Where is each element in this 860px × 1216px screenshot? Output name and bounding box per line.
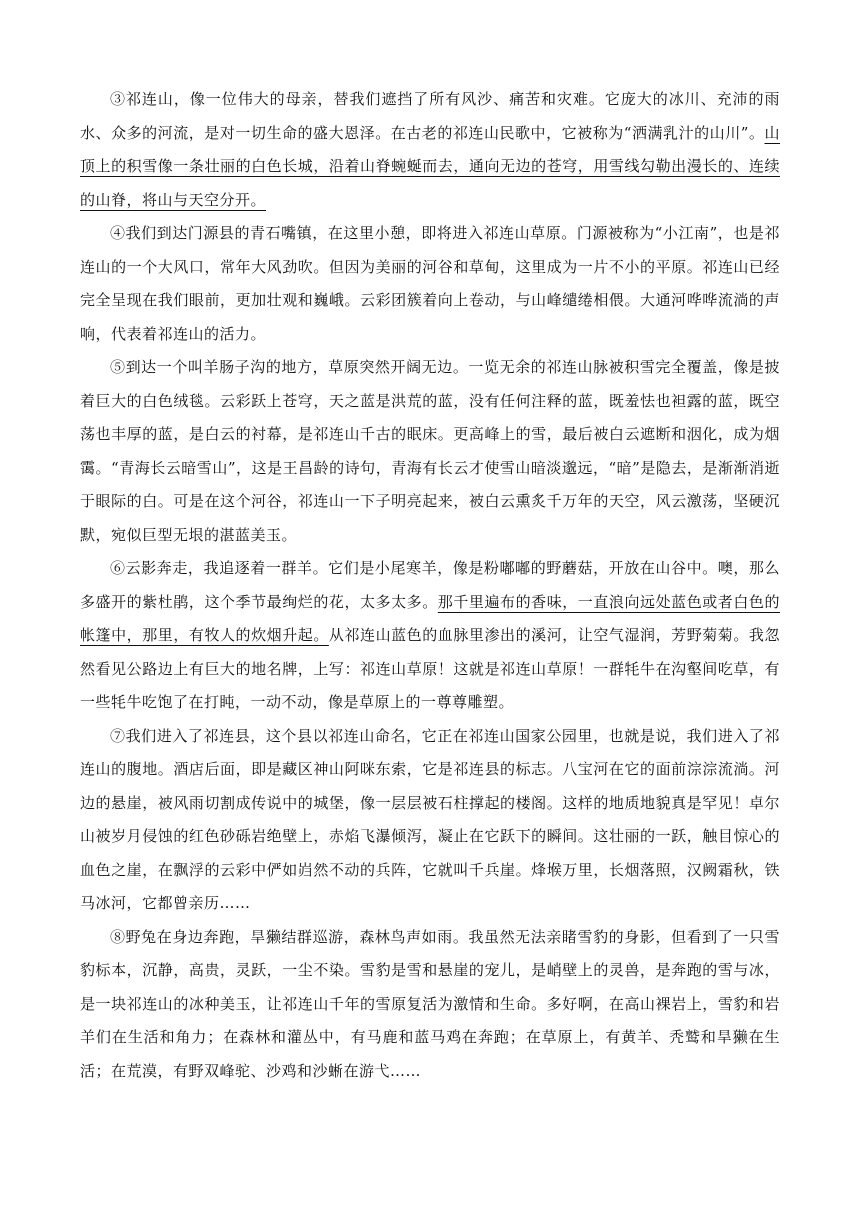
paragraph-3-underlined-sentence: 山顶上的积雪像一条壮丽的白色长城，沿着山脊蜿蜒而去，通向无边的苍穹，用雪线勾勒出漫长的、连续的山脊，将山与天空分开。 <box>80 123 780 209</box>
document-body <box>80 83 780 1088</box>
paragraph-6-text-start: ⑥云影奔走，我追逐着一群羊。它们是小尾寒羊，像是粉嘟嘟的野蘑菇，开放在山谷中。噢，那么多盛开的紫杜鹃，这个季节最绚烂的花，太多太多。 <box>80 559 780 611</box>
paragraph-8 <box>80 921 780 1089</box>
paragraph-3 <box>80 83 780 217</box>
paragraph-4 <box>80 217 780 351</box>
paragraph-6-text-end: 从祁连山蓝色的血脉里渗出的溪河，让空气湿润，芳野菊菊。我忽然看见公路边上有巨大的地名牌，上写：祁连山草原！这就是祁连山草原！一群牦牛在沟壑间吃草，有一些牦牛吃饱了在打盹，一动不动，像是草原上的一尊尊雕塑。 <box>80 626 780 711</box>
paragraph-3-text: ③祁连山，像一位伟大的母亲，替我们遮挡了所有风沙、痛苦和灾难。它庞大的冰川、充沛的雨水、众多的河流，是对一切生命的盛大恩泽。在古老的祁连山民歌中，它被称为“洒满乳汁的山川”。 <box>80 90 780 142</box>
paragraph-7-text: ⑦我们进入了祁连县，这个县以祁连山命名，它正在祁连山国家公园里，也就是说，我们进入了祁连山的腹地。酒店后面，即是藏区神山阿咪东索，它是祁连县的标志。八宝河在它的面前淙淙流淌。河边的悬崖，被风雨切割成传说中的城堡，像一层层被石柱撑起的楼阁。这样的地质地貌真是罕见！卓尔山被岁月侵蚀的红色砂砾岩绝壁上，赤焰飞瀑倾泻，凝止在它跃下的瞬间。这壮丽的一跃，触目惊心的血色之崖，在飘浮的云彩中俨如岿然不动的兵阵，它就叫千兵崖。烽堠万里，长烟落照，汉阙霜秋，铁马冰河，它都曾亲历…… <box>80 726 780 912</box>
paragraph-4-text: ④我们到达门源县的青石嘴镇，在这里小憩，即将进入祁连山草原。门源被称为“小江南”，也是祁连山的一个大风口，常年大风劲吹。但因为美丽的河谷和草甸，这里成为一片不小的平原。祁连山已经完全呈现在我们眼前，更加壮观和巍峨。云彩团簇着向上卷动，与山峰缱绻相偎。大通河哗哗流淌的声响，代表着祁连山的活力。 <box>80 224 780 343</box>
paragraph-7 <box>80 720 780 921</box>
paragraph-6 <box>80 552 780 720</box>
paragraph-5-text: ⑤到达一个叫羊肠子沟的地方，草原突然开阔无边。一览无余的祁连山脉被积雪完全覆盖，像是披着巨大的白色绒毯。云彩跃上苍穹，天之蓝是洪荒的蓝，没有任何注释的蓝，既羞怯也袒露的蓝，既空荡也丰厚的蓝，是白云的衬幕，是祁连山千古的眠床。更高峰上的雪，最后被白云遮断和洇化，成为烟霭。“青海长云暗雪山”，这是王昌龄的诗句，青海有长云才使雪山暗淡邈远，“暗”是隐去，是渐渐消逝于眼际的白。可是在这个河谷，祁连山一下子明亮起来，被白云熏炙千万年的天空，风云激荡，坚硬沉默，宛似巨型无垠的湛蓝美玉。 <box>80 358 780 544</box>
paragraph-8-text: ⑧野兔在身边奔跑，旱獭结群巡游，森林鸟声如雨。我虽然无法亲睹雪豹的身影，但看到了一只雪豹标本，沉静，高贵，灵跃，一尘不染。雪豹是雪和悬崖的宠儿，是峭壁上的灵兽，是奔跑的雪与冰，是一块祁连山的冰种美玉，让祁连山千年的雪原复活为激情和生命。多好啊，在高山裸岩上，雪豹和岩羊们在生活和角力；在森林和灌丛中，有马鹿和蓝马鸡在奔跑；在草原上，有黄羊、秃鹫和旱獭在生活；在荒漠，有野双峰驼、沙鸡和沙蜥在游弋…… <box>80 927 780 1080</box>
paragraph-6-underlined-sentence: 那千里遍布的香味，一直浪向远处蓝色或者白色的帐篷中，那里，有牧人的炊烟升起。 <box>80 592 780 644</box>
paragraph-5 <box>80 351 780 552</box>
